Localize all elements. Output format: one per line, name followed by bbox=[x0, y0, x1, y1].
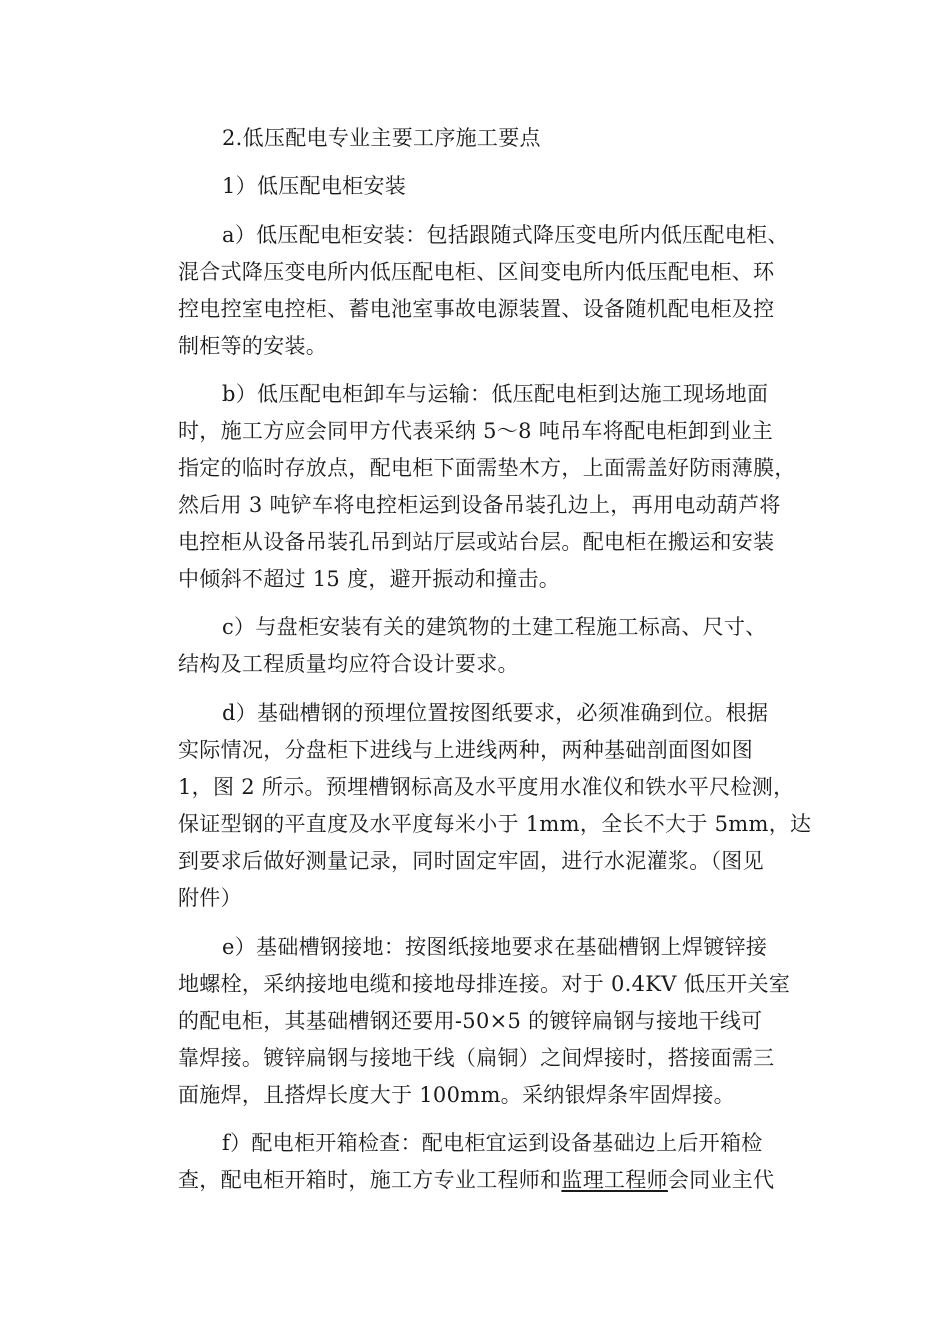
paragraph-d-line: 1，图 2 所示。预埋槽钢标高及水平度用水准仪和铁水平尺检测， bbox=[178, 775, 795, 799]
paragraph-d-line: 附件） bbox=[178, 886, 242, 910]
paragraph-e-line: e）基础槽钢接地：按图纸接地要求在基础槽钢上焊镀锌接 bbox=[222, 935, 768, 959]
paragraph-e-line: 地螺栓，采纳接地电缆和接地母排连接。对于 0.4KV 低压开关室 bbox=[178, 972, 791, 996]
paragraph-c-line: 结构及工程质量均应符合设计要求。 bbox=[178, 652, 519, 676]
paragraph-b-line: 中倾斜不超过 15 度，避开振动和撞击。 bbox=[178, 567, 561, 591]
paragraph-b-line: 时，施工方应会同甲方代表采纳 5～8 吨吊车将配电柜卸到业主 bbox=[178, 419, 774, 443]
paragraph-e-line: 的配电柜，其基础槽钢还要用-50×5 的镀锌扁钢与接地干线可 bbox=[178, 1009, 763, 1033]
section-heading: 2.低压配电专业主要工序施工要点 bbox=[222, 126, 541, 150]
paragraph-d-line: d）基础槽钢的预埋位置按图纸要求，必须准确到位。根据 bbox=[222, 701, 769, 725]
paragraph-e-line: 面施焊，且搭焊长度大于 100mm。采纳银焊条牢固焊接。 bbox=[178, 1083, 735, 1107]
paragraph-e-line: 靠焊接。镀锌扁钢与接地干线（扁铜）之间焊接时，搭接面需三 bbox=[178, 1046, 775, 1070]
paragraph-f-line: f）配电柜开箱检查：配电柜宜运到设备基础边上后开箱检 bbox=[222, 1131, 763, 1155]
paragraph-a-line: 制柜等的安装。 bbox=[178, 334, 328, 358]
supervising-engineer-link[interactable]: 监理工程师 bbox=[561, 1168, 668, 1192]
paragraph-b-line: 然后用 3 吨铲车将电控柜运到设备吊装孔边上，再用电动葫芦将 bbox=[178, 493, 781, 517]
paragraph-f-line bbox=[178, 1166, 774, 1194]
paragraph-a-line: 混合式降压变电所内低压配电柜、区间变电所内低压配电柜、环 bbox=[178, 260, 775, 284]
paragraph-d-line: 保证型钢的平直度及水平度每米小于 1mm，全长不大于 5mm，达 bbox=[178, 812, 812, 836]
subsection-heading: 1）低压配电柜安装 bbox=[222, 174, 407, 198]
paragraph-a-line: 控电控室电控柜、蓄电池室事故电源装置、设备随机配电柜及控 bbox=[178, 297, 775, 321]
paragraph-d-line: 到要求后做好测量记录，同时固定牢固，进行水泥灌浆。（图见 bbox=[178, 849, 764, 873]
paragraph-b-line: b）低压配电柜卸车与运输：低压配电柜到达施工现场地面 bbox=[222, 382, 769, 406]
paragraph-f-text-tail: 会同业主代 bbox=[667, 1168, 775, 1192]
paragraph-c-line: c）与盘柜安装有关的建筑物的土建工程施工标高、尺寸、 bbox=[222, 615, 767, 639]
paragraph-b-line: 指定的临时存放点，配电柜下面需垫木方，上面需盖好防雨薄膜， bbox=[178, 456, 796, 480]
paragraph-f-text: 查，配电柜开箱时，施工方专业工程师和 bbox=[178, 1168, 562, 1192]
paragraph-d-line: 实际情况，分盘柜下进线与上进线两种，两种基础剖面图如图 bbox=[178, 738, 754, 762]
paragraph-b-line: 电控柜从设备吊装孔吊到站厅层或站台层。配电柜在搬运和安装 bbox=[178, 530, 775, 554]
paragraph-a-line: a）低压配电柜安装：包括跟随式降压变电所内低压配电柜、 bbox=[222, 223, 789, 247]
